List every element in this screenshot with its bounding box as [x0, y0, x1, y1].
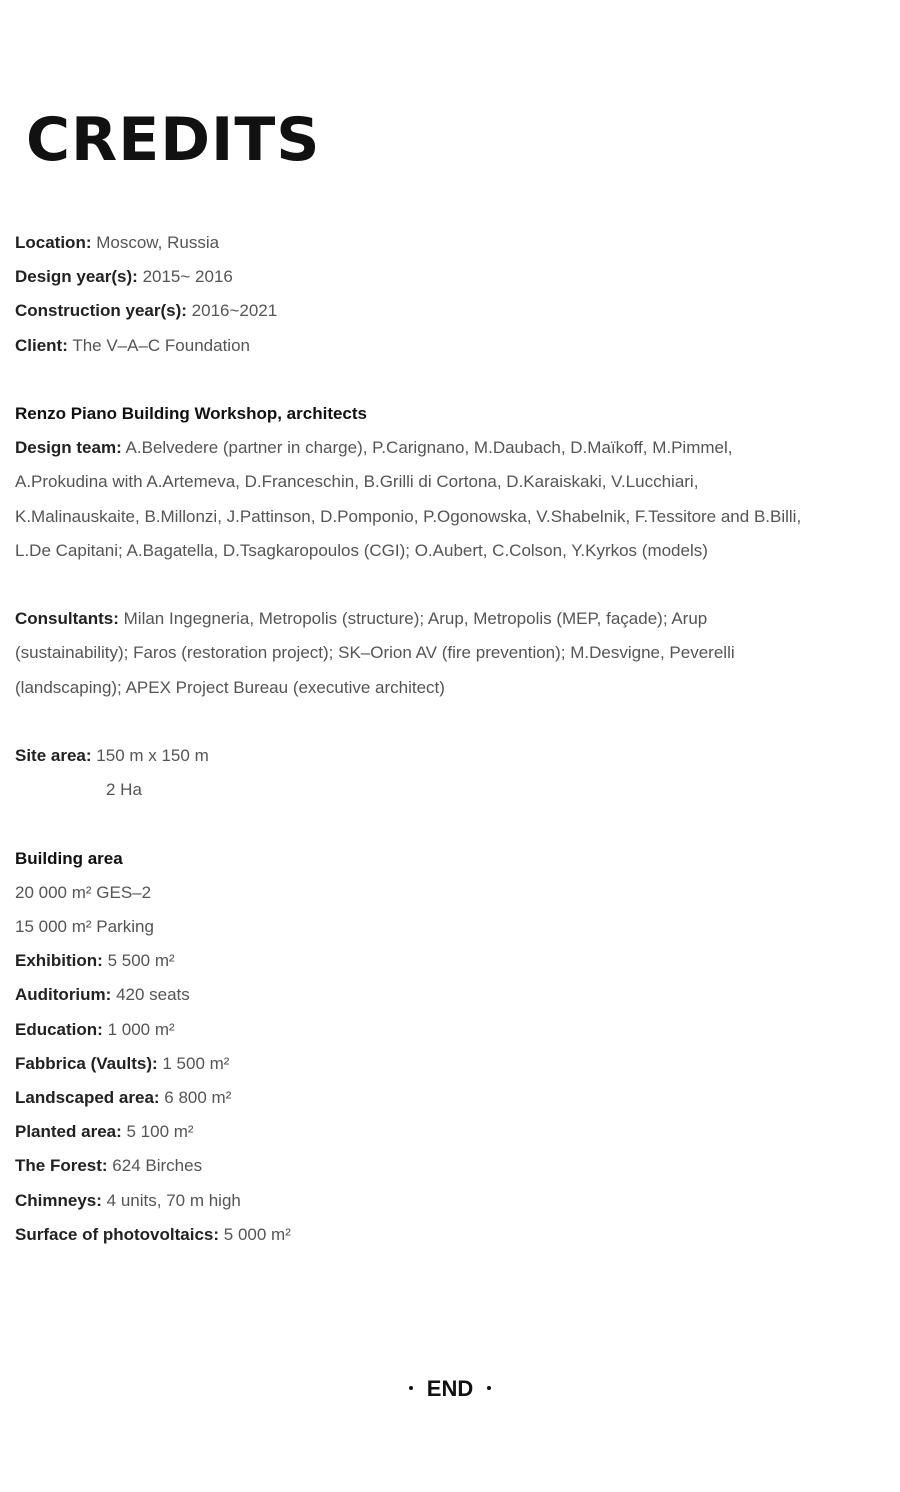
- bullet-dot-icon: [487, 1386, 491, 1390]
- landscaped-area-value: 6 800 m²: [164, 1088, 232, 1108]
- client-label: Client:: [15, 335, 68, 355]
- fabbrica-row: [15, 1047, 885, 1081]
- design-team-label: Design team:: [15, 438, 122, 458]
- building-parking: 15 000 m² Parking: [15, 917, 154, 936]
- consultants-text-1: Milan Ingegneria, Metropolis (structure); Arup, Metropolis (MEP, façade); Arup: [123, 609, 708, 629]
- exhibition-value: 5 500 m²: [107, 951, 175, 971]
- construction-years-row: [15, 294, 885, 328]
- photovoltaics-label: Surface of photovoltaics:: [15, 1224, 220, 1244]
- forest-row: [15, 1149, 885, 1183]
- fabbrica-label: Fabbrica (Vaults):: [15, 1053, 158, 1073]
- construction-years-label: Construction year(s):: [15, 301, 187, 321]
- spacer: [15, 705, 885, 739]
- chimneys-value: 4 units, 70 m high: [106, 1190, 241, 1210]
- education-value: 1 000 m²: [107, 1019, 175, 1039]
- auditorium-row: [15, 978, 885, 1012]
- design-years-row: [15, 260, 885, 294]
- education-row: [15, 1013, 885, 1047]
- credits-content: [15, 226, 885, 1252]
- forest-value: 624 Birches: [112, 1156, 203, 1176]
- site-area-label: Site area:: [15, 746, 92, 765]
- landscaped-area-label: Landscaped area:: [15, 1088, 160, 1108]
- client-value: The V–A–C Foundation: [72, 335, 250, 355]
- exhibition-row: [15, 944, 885, 978]
- page-title: CREDITS: [26, 105, 321, 175]
- location-label: Location:: [15, 233, 92, 252]
- consultants-line-2: (sustainability); Faros (restoration project); SK–Orion AV (fire prevention); M.Desvigne, Peverelli: [15, 643, 735, 663]
- spacer: [15, 363, 885, 397]
- spacer: [15, 807, 885, 841]
- client-row: [15, 329, 885, 363]
- location-row: [15, 226, 885, 260]
- photovoltaics-value: 5 000 m²: [223, 1224, 291, 1244]
- consultants-line-3: (landscaping); APEX Project Bureau (executive architect): [15, 677, 445, 697]
- design-team-line-2: A.Prokudina with A.Artemeva, D.Franceschin, B.Grilli di Cortona, D.Karaiskaki, V.Lucchiari,: [15, 472, 699, 492]
- planted-area-label: Planted area:: [15, 1122, 122, 1142]
- architects-heading: Renzo Piano Building Workshop, architects: [15, 404, 368, 423]
- spacer: [15, 568, 885, 602]
- design-years-label: Design year(s):: [15, 267, 138, 287]
- photovoltaics-row: [15, 1218, 885, 1252]
- design-years-value: 2015~ 2016: [142, 267, 233, 287]
- chimneys-label: Chimneys:: [15, 1190, 102, 1210]
- end-marker: [0, 1372, 900, 1406]
- building-ges2: 20 000 m² GES–2: [15, 882, 152, 902]
- planted-area-value: 5 100 m²: [126, 1122, 194, 1142]
- landscaped-area-row: [15, 1081, 885, 1115]
- auditorium-label: Auditorium:: [15, 985, 112, 1005]
- site-area-hectares: 2 Ha: [106, 780, 142, 800]
- consultants-line-1: [15, 602, 885, 636]
- site-area-value: 150 m x 150 m: [96, 746, 209, 765]
- building-area-heading: Building area: [15, 848, 123, 868]
- design-team-line-3: K.Malinauskaite, B.Millonzi, J.Pattinson, D.Pomponio, P.Ogonowska, V.Shabelnik, F.Tessitore and B.Billi,: [15, 506, 802, 526]
- design-team-line-4: L.De Capitani; A.Bagatella, D.Tsagkaropoulos (CGI); O.Aubert, C.Colson, Y.Kyrkos (models): [15, 540, 708, 560]
- chimneys-row: [15, 1184, 885, 1218]
- forest-label: The Forest:: [15, 1156, 108, 1176]
- exhibition-label: Exhibition:: [15, 951, 103, 971]
- planted-area-row: [15, 1115, 885, 1149]
- design-team-line-1: [15, 431, 885, 465]
- end-label: END: [426, 1376, 474, 1401]
- bullet-dot-icon: [409, 1386, 413, 1390]
- site-area-row: [15, 739, 885, 773]
- construction-years-value: 2016~2021: [191, 301, 278, 321]
- fabbrica-value: 1 500 m²: [162, 1053, 230, 1073]
- education-label: Education:: [15, 1019, 103, 1039]
- consultants-label: Consultants:: [15, 609, 119, 629]
- auditorium-value: 420 seats: [116, 985, 190, 1005]
- design-team-text-1: A.Belvedere (partner in charge), P.Carignano, M.Daubach, D.Maïkoff, M.Pimmel,: [125, 438, 733, 458]
- location-value: Moscow, Russia: [96, 233, 220, 252]
